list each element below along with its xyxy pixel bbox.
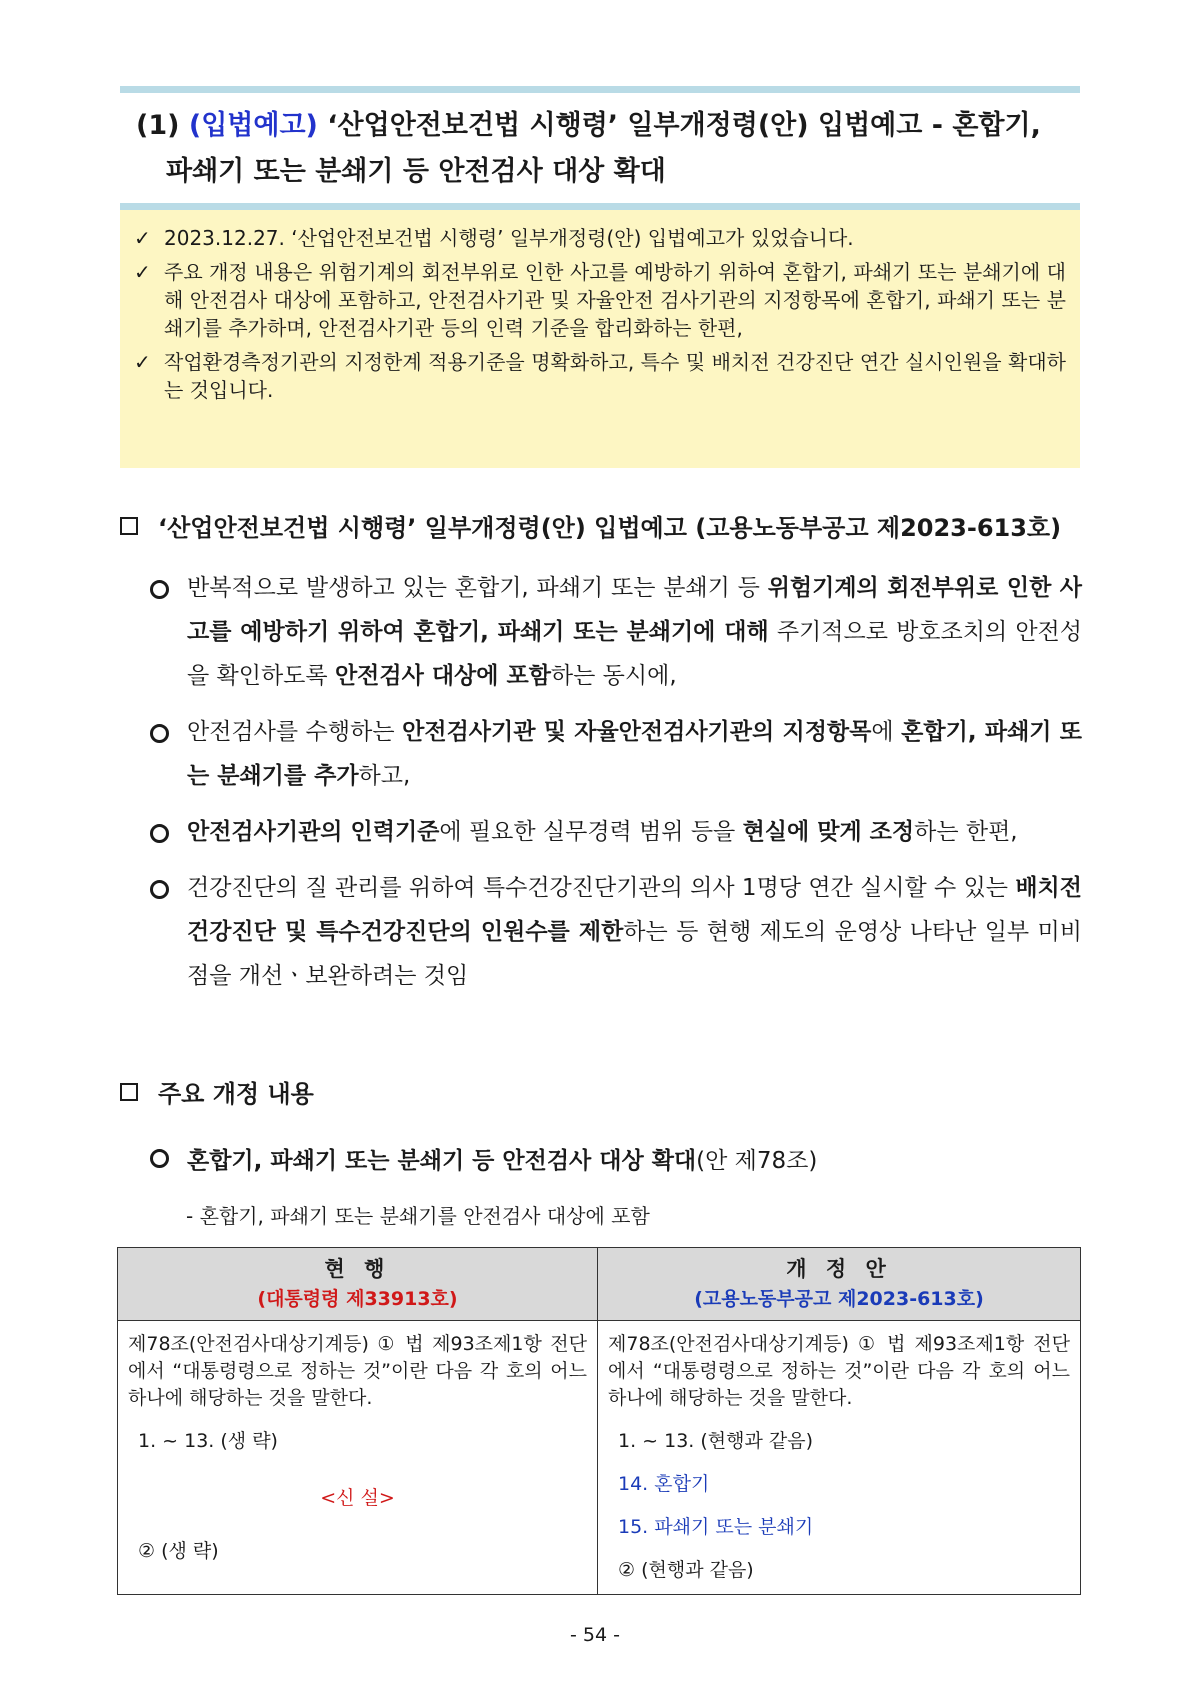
list-item: ② (생 략) bbox=[138, 1540, 219, 1562]
text-run: 하는 동시에, bbox=[550, 663, 677, 689]
bold-run: 배치전건강진단 및 특수건강진단의 인원수를 제한 bbox=[187, 875, 1082, 945]
text-run: 하고, bbox=[358, 763, 411, 789]
article-text: 제78조(안전검사대상기계등) ① 법 제93조제1항 전단에서 “대통령령으로 정하는 것”이란 다음 각 호의 어느 하나에 해당하는 것을 말한다. bbox=[608, 1333, 1070, 1409]
header-sub: (고용노동부공고 제2023-613호) bbox=[694, 1288, 984, 1310]
summary-text: 주요 개정 내용은 위험기계의 회전부위로 인한 사고를 예방하기 위하여 혼합기, 파쇄기 또는 분쇄기에 대해 안전검사 대상에 포함하고, 안전검사기관 및 자율안전 검사기관의 지정항목에 혼합기, 파쇄기 또는 분쇄기를 추가하며, 안전검사기관 등의 인력 기준을 합리화하는 한편, bbox=[164, 260, 1066, 340]
bullet-text bbox=[187, 810, 1082, 854]
header-proposed bbox=[598, 1248, 1081, 1321]
text-run: (안 제78조) bbox=[696, 1148, 818, 1174]
title-block bbox=[120, 86, 1080, 210]
summary-box bbox=[120, 210, 1080, 468]
bold-run: 혼합기, 파쇄기 또는 분쇄기를 추가 bbox=[187, 719, 1083, 789]
text-run: 주기적으로 방호조치의 안전성을 확인하도록 bbox=[187, 619, 1082, 689]
bold-run: 현실에 맞게 조정 bbox=[742, 819, 915, 845]
table-header-row bbox=[118, 1248, 1081, 1321]
list-item-new: 15. 파쇄기 또는 분쇄기 bbox=[618, 1516, 814, 1538]
summary-text: 작업환경측정기관의 지정한계 적용기준을 명확화하고, 특수 및 배치전 건강진단 연간 실시인원을 확대하는 것입니다. bbox=[164, 350, 1066, 402]
section-heading-1 bbox=[120, 508, 1080, 543]
bold-run: 혼합기, 파쇄기 또는 분쇄기 등 안전검사 대상 확대 bbox=[187, 1148, 697, 1174]
page-number: - 54 - bbox=[570, 1624, 620, 1646]
section1-bullets bbox=[150, 566, 1082, 1010]
square-bullet-icon bbox=[120, 517, 138, 535]
summary-item bbox=[134, 258, 1066, 342]
text-run: 건강진단의 질 관리를 위하여 특수건강진단기관의 의사 1명당 연간 실시할 수 있는 bbox=[187, 875, 1016, 901]
cell-proposed bbox=[598, 1321, 1081, 1595]
new-marker: <신 설> bbox=[320, 1487, 395, 1509]
header-title: 개 정 안 bbox=[786, 1257, 892, 1281]
check-icon: ✓ bbox=[134, 226, 151, 250]
text-run: 하는 등 현행 제도의 운영상 나타난 일부 미비점을 개선ㆍ보완하려는 것임 bbox=[187, 919, 1082, 989]
summary-item bbox=[134, 348, 1066, 404]
summary-text: 2023.12.27. ‘산업안전보건법 시행령’ 일부개정령(안) 입법예고가 있었습니다. bbox=[164, 226, 854, 250]
square-bullet-icon bbox=[120, 1083, 138, 1101]
check-icon: ✓ bbox=[134, 260, 151, 284]
summary-item bbox=[134, 224, 1066, 252]
header-sub: (대통령령 제33913호) bbox=[257, 1288, 458, 1310]
bullet-text bbox=[187, 710, 1082, 798]
title-main: ‘산업안전보건법 시행령’ 일부개정령(안) 입법예고 - 혼합기, bbox=[327, 110, 1041, 141]
circle-bullet-icon bbox=[150, 580, 169, 599]
table-row bbox=[118, 1321, 1081, 1595]
title-line-2: 파쇄기 또는 분쇄기 등 안전검사 대상 확대 bbox=[166, 156, 666, 187]
bullet-item bbox=[150, 566, 1082, 698]
section-heading-text: 주요 개정 내용 bbox=[158, 1080, 314, 1108]
bold-run: 안전검사 대상에 포함 bbox=[334, 663, 551, 689]
section-heading-text: ‘산업안전보건법 시행령’ 일부개정령(안) 입법예고 (고용노동부공고 제2023-613호) bbox=[158, 514, 1062, 542]
text-run: 안전검사를 수행하는 bbox=[187, 719, 403, 745]
bullet-item bbox=[150, 810, 1082, 854]
dash-note: - 혼합기, 파쇄기 또는 분쇄기를 안전검사 대상에 포함 bbox=[186, 1204, 650, 1228]
list-item: ② (현행과 같음) bbox=[618, 1559, 754, 1581]
header-current bbox=[118, 1248, 598, 1321]
circle-bullet-icon bbox=[150, 824, 169, 843]
list-item: 1. ~ 13. (생 략) bbox=[138, 1430, 278, 1452]
text-run: 에 필요한 실무경력 범위 등을 bbox=[439, 819, 743, 845]
title-number: (1) bbox=[136, 110, 180, 141]
section2-bullet bbox=[150, 1142, 1082, 1175]
bold-run: 위험기계의 회전부위로 인한 사고를 예방하기 위하여 혼합기, 파쇄기 또는 분쇄기에 대해 bbox=[187, 575, 1082, 645]
bold-run: 안전검사기관 및 자율안전검사기관의 지정항목 bbox=[402, 719, 872, 745]
title-tag: (입법예고) bbox=[188, 110, 318, 141]
section-heading-2 bbox=[120, 1074, 1080, 1109]
title-line-1 bbox=[136, 103, 1070, 149]
text-run: 에 bbox=[871, 719, 902, 745]
text-run: 반복적으로 발생하고 있는 혼합기, 파쇄기 또는 분쇄기 등 bbox=[187, 575, 768, 601]
comparison-table bbox=[117, 1247, 1081, 1595]
article-text: 제78조(안전검사대상기계등) ① 법 제93조제1항 전단에서 “대통령령으로 정하는 것”이란 다음 각 호의 어느 하나에 해당하는 것을 말한다. bbox=[128, 1333, 587, 1409]
bullet-item bbox=[150, 866, 1082, 998]
bullet-item bbox=[150, 710, 1082, 798]
circle-bullet-icon bbox=[150, 724, 169, 743]
circle-bullet-icon bbox=[150, 880, 169, 899]
circle-bullet-icon bbox=[150, 1149, 169, 1168]
bold-run: 안전검사기관의 인력기준 bbox=[187, 819, 440, 845]
text-run: 하는 한편, bbox=[914, 819, 1018, 845]
bullet-text bbox=[187, 866, 1082, 998]
header-title: 현 행 bbox=[324, 1257, 391, 1281]
list-item: 1. ~ 13. (현행과 같음) bbox=[618, 1430, 814, 1452]
cell-current bbox=[118, 1321, 598, 1595]
check-icon: ✓ bbox=[134, 350, 151, 374]
bullet-text bbox=[187, 566, 1082, 698]
list-item-new: 14. 혼합기 bbox=[618, 1473, 710, 1495]
